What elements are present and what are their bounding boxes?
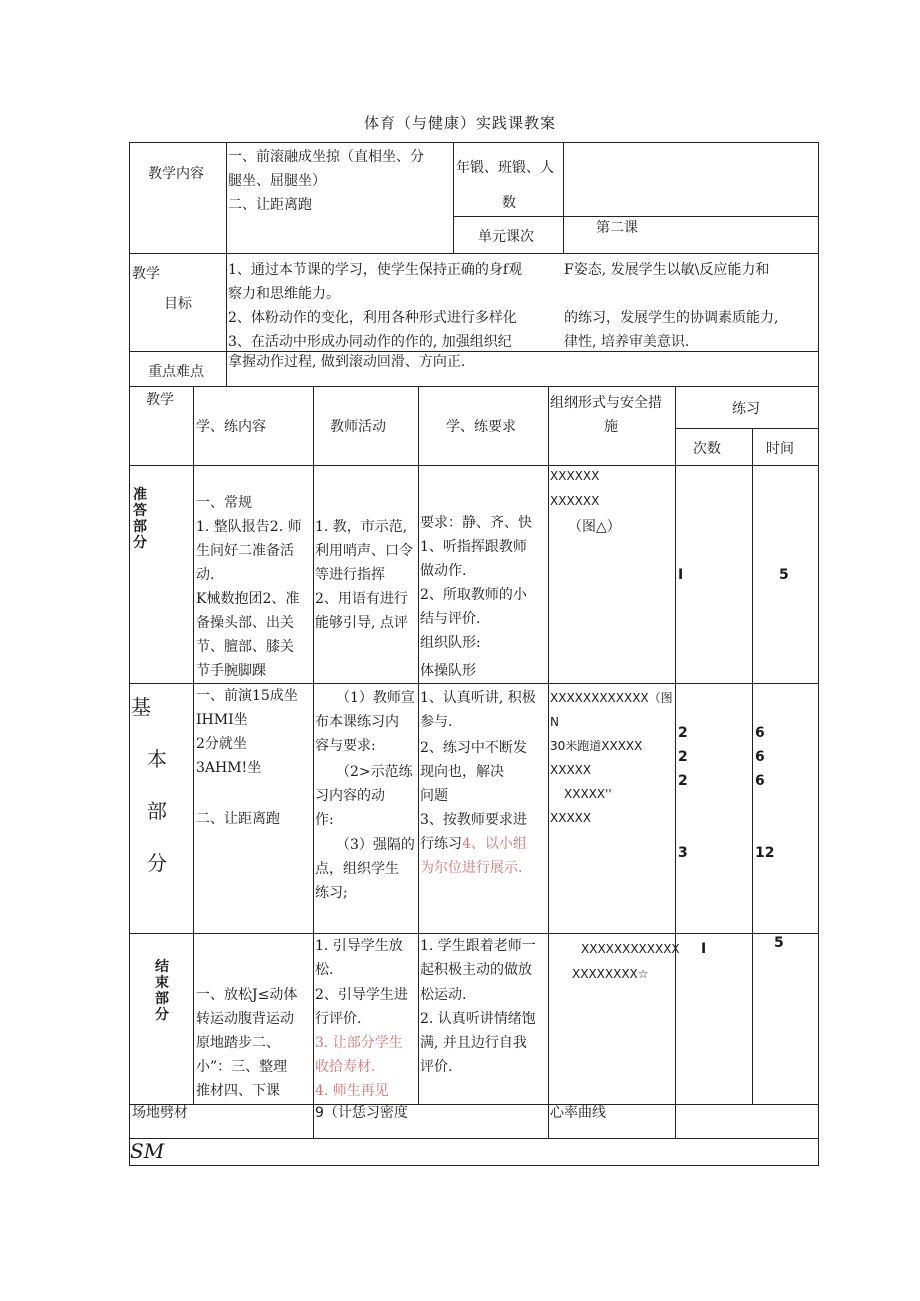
page-title: 体育（与健康）实践课教案: [363, 114, 556, 132]
unit-value: 第二课: [596, 220, 638, 236]
end-count: I: [701, 941, 707, 957]
col-content-header: 学、练内容: [196, 419, 266, 435]
col-stage-header: 教学: [146, 392, 174, 408]
content-label: 教学内容: [148, 166, 204, 182]
col-org-header-2: 施: [604, 419, 618, 435]
grade-label-2: 数: [502, 195, 516, 211]
col-teacher-header: 教师活动: [330, 419, 386, 435]
heart-rate-label: 心率曲线: [550, 1105, 606, 1121]
grade-label: 年锻、班锻、人: [456, 160, 554, 176]
key-text: 拿握动作过程, 做到滚动回滑、方向正.: [228, 354, 466, 370]
end-time: 5: [774, 935, 784, 951]
key-label: 重点难点: [148, 364, 204, 380]
col-time-header: 时间: [766, 441, 794, 457]
col-practice-header: 练习: [732, 401, 760, 417]
density-label: 9（计恁习密度: [315, 1105, 408, 1121]
goals-label-2: 目标: [164, 296, 192, 312]
sm-note: SM: [130, 1139, 165, 1163]
col-count-header: 次数: [693, 441, 721, 457]
prep-time: 5: [779, 567, 789, 583]
unit-label: 单元课次: [478, 229, 534, 245]
col-org-header: 组纲形式与安全措: [550, 395, 662, 411]
prep-count: I: [678, 567, 684, 583]
venue-label: 场地劈材: [132, 1105, 188, 1121]
col-requirement-header: 学、练要求: [446, 419, 516, 435]
goals-label: 教学: [132, 266, 160, 282]
